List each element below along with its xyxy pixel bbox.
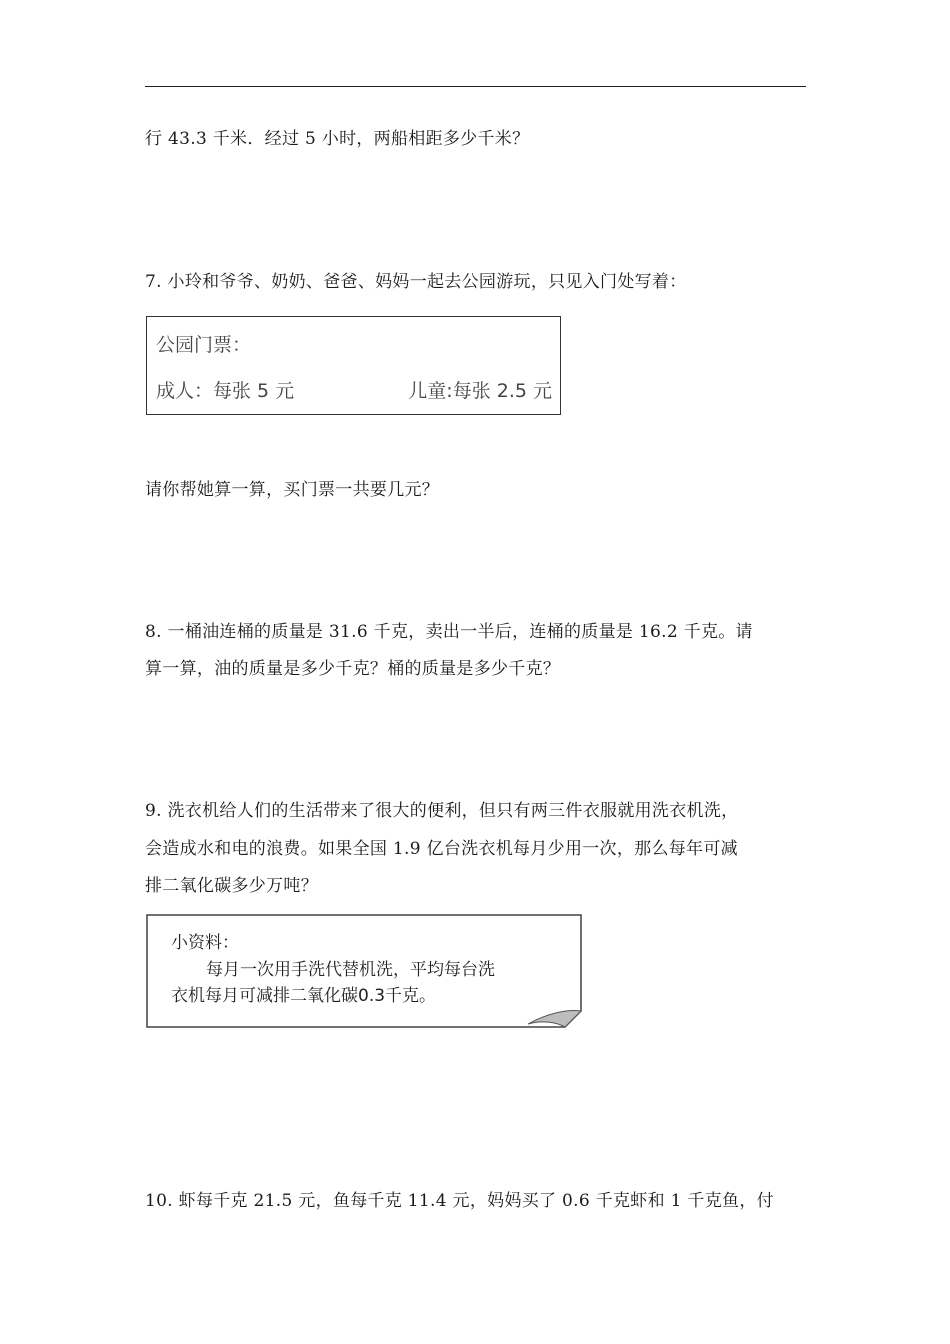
note-title: 小资料： — [171, 933, 239, 953]
ticket-adult-price: 成人：每张 5 元 — [156, 380, 295, 402]
ticket-price-box — [146, 316, 561, 415]
header-rule — [145, 86, 806, 87]
ticket-child-price: 儿童:每张 2.5 元 — [408, 380, 552, 402]
problem-10-text: 10. 虾每千克 21.5 元，鱼每千克 11.4 元，妈妈买了 0.6 千克虾和 1 千克鱼，付 — [145, 1191, 774, 1211]
problem-9-line-3: 排二氧化碳多少万吨？ — [145, 876, 318, 896]
problem-7-question: 请你帮她算一算，买门票一共要几元？ — [145, 480, 440, 500]
ticket-title: 公园门票： — [156, 334, 252, 356]
problem-9-line-1: 9. 洗衣机给人们的生活带来了很大的便利，但只有两三件衣服就用洗衣机洗， — [145, 801, 739, 821]
problem-6-continuation: 行 43.3 千米．经过 5 小时，两船相距多少千米？ — [145, 129, 530, 149]
problem-7-text: 7. 小玲和爷爷、奶奶、爸爸、妈妈一起去公园游玩，只见入门处写着： — [145, 272, 687, 292]
problem-8-line-2: 算一算，油的质量是多少千克？桶的质量是多少千克？ — [145, 659, 561, 679]
problem-9-line-2: 会造成水和电的浪费。如果全国 1.9 亿台洗衣机每月少用一次，那么每年可减 — [145, 839, 738, 859]
problem-8-line-1: 8. 一桶油连桶的质量是 31.6 千克，卖出一半后，连桶的质量是 16.2 千克。请 — [145, 622, 753, 642]
note-line-1: 每月一次用手洗代替机洗，平均每台洗 — [206, 960, 495, 980]
note-line-2: 衣机每月可减排二氧化碳0.3千克。 — [171, 986, 437, 1006]
info-note-box — [146, 914, 582, 1028]
